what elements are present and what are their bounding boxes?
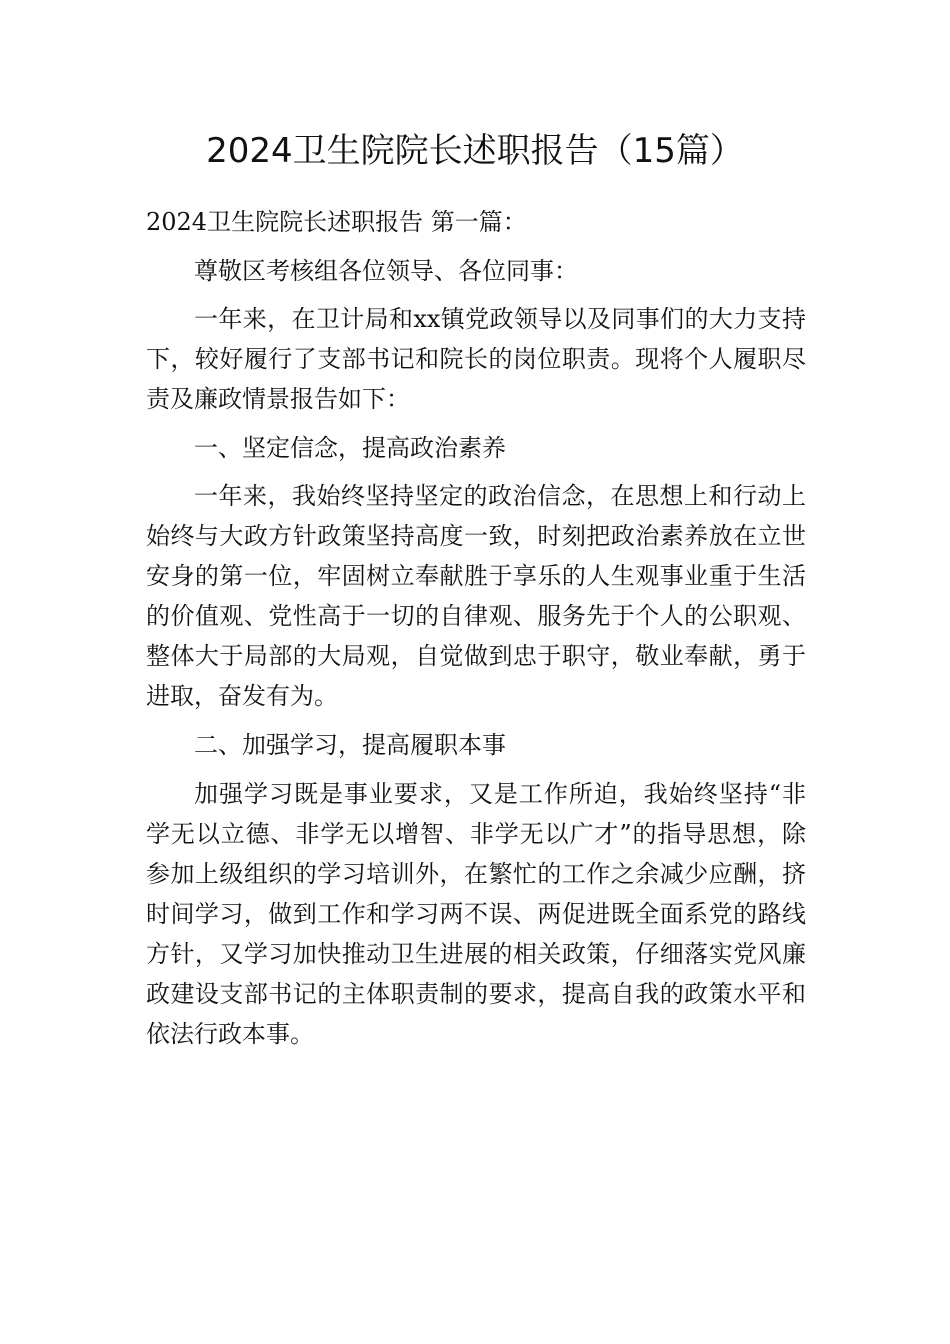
heading-study: 二、加强学习，提高履职本事 bbox=[194, 730, 506, 759]
intro-paragraph: 一年来，在卫计局和xx镇党政领导以及同事们的大力支持下，较好履行了支部书记和院长的岗位职责。现将个人履职尽责及廉政情景报告如下： bbox=[146, 305, 806, 414]
salutation: 尊敬区考核组各位领导、各位同事： bbox=[194, 256, 578, 285]
document-title: 2024卫生院院长述职报告（15篇） bbox=[206, 131, 744, 171]
paragraph-political-belief: 一年来，我始终坚持坚定的政治信念，在思想上和行动上始终与大政方针政策坚持高度一致，时刻把政治素养放在立世安身的第一位，牢固树立奉献胜于享乐的人生观事业重于生活的价值观、党性高于一切的自律观、服务先于个人的公职观、整体大于局部的大局观，自觉做到忠于职守，敬业奉献，勇于进取，奋发有为。 bbox=[146, 482, 806, 711]
document-body bbox=[146, 202, 806, 1062]
heading-political-belief: 一、坚定信念，提高政治素养 bbox=[194, 433, 506, 462]
paragraph-study: 加强学习既是事业要求，又是工作所迫，我始终坚持“非学无以立德、非学无以增智、非学无以广才”的指导思想，除参加上级组织的学习培训外，在繁忙的工作之余减少应酬，挤时间学习，做到工作和学习两不误、两促进既全面系党的路线方针，又学习加快推动卫生进展的相关政策，仔细落实党风廉政建设支部书记的主体职责制的要求，提高自我的政策水平和依法行政本事。 bbox=[146, 779, 806, 1048]
section-heading-first: 2024卫生院院长述职报告 第一篇： bbox=[146, 208, 527, 236]
